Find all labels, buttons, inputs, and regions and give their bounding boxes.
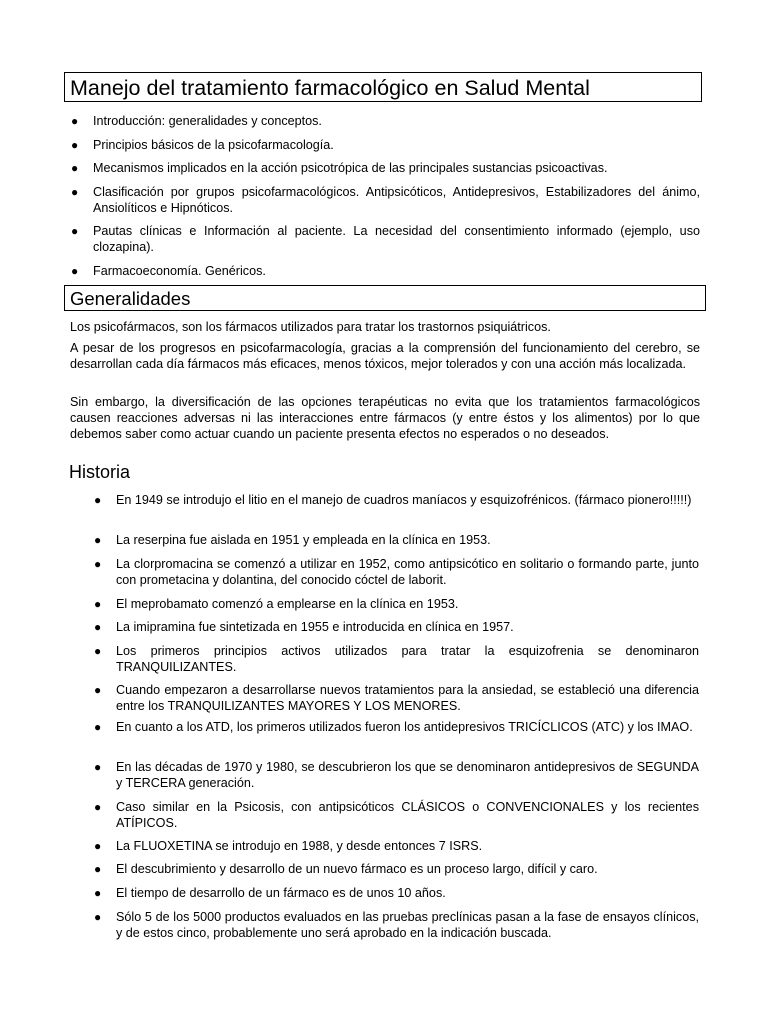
bullet-icon: ● — [94, 493, 102, 507]
section-heading: Historia — [69, 462, 131, 482]
list-item — [71, 263, 700, 279]
list-item-text: Principios básicos de la psicofarmacología. — [93, 138, 334, 152]
list-item — [94, 556, 699, 588]
list-item-text: La imipramina fue sintetizada en 1955 e introducida en clínica en 1957. — [116, 620, 514, 634]
list-item-text: Introducción: generalidades y conceptos. — [93, 114, 322, 128]
list-item-text: La clorpromacina se comenzó a utilizar en 1952, como antipsicótico en solitario o formando parte, junto con prometacina y dolantina, del conocido cóctel de laborit. — [116, 557, 699, 587]
list-item — [71, 223, 700, 255]
list-item-text: Caso similar en la Psicosis, con antipsicóticos CLÁSICOS o CONVENCIONALES y los recientes ATÍPICOS. — [116, 800, 699, 830]
bullet-icon: ● — [94, 910, 102, 924]
list-item-text: Pautas clínicas e Información al paciente. La necesidad del consentimiento informado (ejemplo, uso clozapina). — [93, 224, 700, 254]
section-heading: Generalidades — [70, 288, 191, 309]
bullet-icon: ● — [71, 224, 79, 238]
list-item — [94, 619, 699, 635]
list-item-text: Sólo 5 de los 5000 productos evaluados en las pruebas preclínicas pasan a la fase de ensayos clínicos, y de estos cinco, probablemente uno será aprobado en la indicación buscada. — [116, 910, 699, 940]
bullet-icon: ● — [94, 533, 102, 547]
list-item-text: La FLUOXETINA se introdujo en 1988, y desde entonces 7 ISRS. — [116, 839, 483, 853]
bullet-icon: ● — [94, 557, 102, 571]
list-item-text: El meprobamato comenzó a emplearse en la clínica en 1953. — [116, 597, 459, 611]
bullet-icon: ● — [94, 597, 102, 611]
list-item-text: Clasificación por grupos psicofarmacológicos. Antipsicóticos, Antidepresivos, Estabilizadores del ánimo, Ansiolíticos e Hipnóticos. — [93, 185, 700, 215]
bullet-icon: ● — [94, 800, 102, 814]
list-item-text: En 1949 se introdujo el litio en el manejo de cuadros maníacos y esquizofrénicos. (fármaco pionero!!!!!) — [116, 493, 692, 507]
list-item — [71, 184, 700, 216]
title-box — [64, 72, 702, 102]
document-title: Manejo del tratamiento farmacológico en Salud Mental — [70, 76, 590, 100]
list-item — [94, 682, 699, 714]
list-item — [94, 799, 699, 831]
list-item — [94, 838, 699, 854]
bullet-icon: ● — [94, 720, 102, 734]
list-item — [71, 137, 700, 153]
bullet-icon: ● — [94, 886, 102, 900]
list-item-text: Los primeros principios activos utilizados para tratar la esquizofrenia se denominaron TRANQUILIZANTES. — [116, 644, 699, 674]
bullet-icon: ● — [94, 683, 102, 697]
list-item — [94, 596, 699, 612]
list-item-text: El tiempo de desarrollo de un fármaco es de unos 10 años. — [116, 886, 446, 900]
bullet-icon: ● — [94, 644, 102, 658]
list-item-text: Cuando empezaron a desarrollarse nuevos tratamientos para la ansiedad, se estableció una diferencia entre los TRANQUILIZANTES MAYORES Y LOS MENORES. — [116, 683, 699, 713]
list-item — [71, 160, 700, 176]
bullet-icon: ● — [71, 264, 79, 278]
list-item-text: En cuanto a los ATD, los primeros utilizados fueron los antidepresivos TRICÍCLICOS (ATC) y los IMAO. — [116, 720, 693, 734]
list-item — [94, 643, 699, 675]
paragraph: Sin embargo, la diversificación de las opciones terapéuticas no evita que los tratamientos farmacológicos causen reacciones adversas ni las interacciones entre fármacos (y entre éstos y los alimentos) por lo que debemos saber como actuar cuando un paciente presenta efectos no esperados o no deseados. — [70, 395, 700, 441]
list-item — [94, 909, 699, 941]
list-item-text: Farmacoeconomía. Genéricos. — [93, 264, 266, 278]
generalidades-box — [64, 285, 706, 311]
bullet-icon: ● — [71, 138, 79, 152]
bullet-icon: ● — [94, 620, 102, 634]
bullet-icon: ● — [71, 161, 79, 175]
list-item — [71, 113, 700, 129]
bullet-icon: ● — [71, 114, 79, 128]
list-item-text: Mecanismos implicados en la acción psicotrópica de las principales sustancias psicoactivas. — [93, 161, 608, 175]
list-item-text: El descubrimiento y desarrollo de un nuevo fármaco es un proceso largo, difícil y caro. — [116, 862, 598, 876]
list-item-text: En las décadas de 1970 y 1980, se descubrieron los que se denominaron antidepresivos de SEGUNDA y TERCERA generación. — [116, 760, 699, 790]
list-item — [94, 759, 699, 791]
list-item — [94, 492, 699, 508]
bullet-icon: ● — [71, 185, 79, 199]
bullet-icon: ● — [94, 839, 102, 853]
list-item — [94, 885, 699, 901]
list-item-text: La reserpina fue aislada en 1951 y empleada en la clínica en 1953. — [116, 533, 491, 547]
paragraph: Los psicofármacos, son los fármacos utilizados para tratar los trastornos psiquiátricos. — [70, 320, 551, 334]
paragraph: A pesar de los progresos en psicofarmacología, gracias a la comprensión del funcionamiento del cerebro, se desarrollan cada día fármacos más eficaces, menos tóxicos, mejor tolerados y con una acción más localizada. — [70, 341, 700, 371]
list-item — [94, 861, 699, 877]
bullet-icon: ● — [94, 760, 102, 774]
bullet-icon: ● — [94, 862, 102, 876]
list-item — [94, 719, 699, 735]
list-item — [94, 532, 699, 548]
